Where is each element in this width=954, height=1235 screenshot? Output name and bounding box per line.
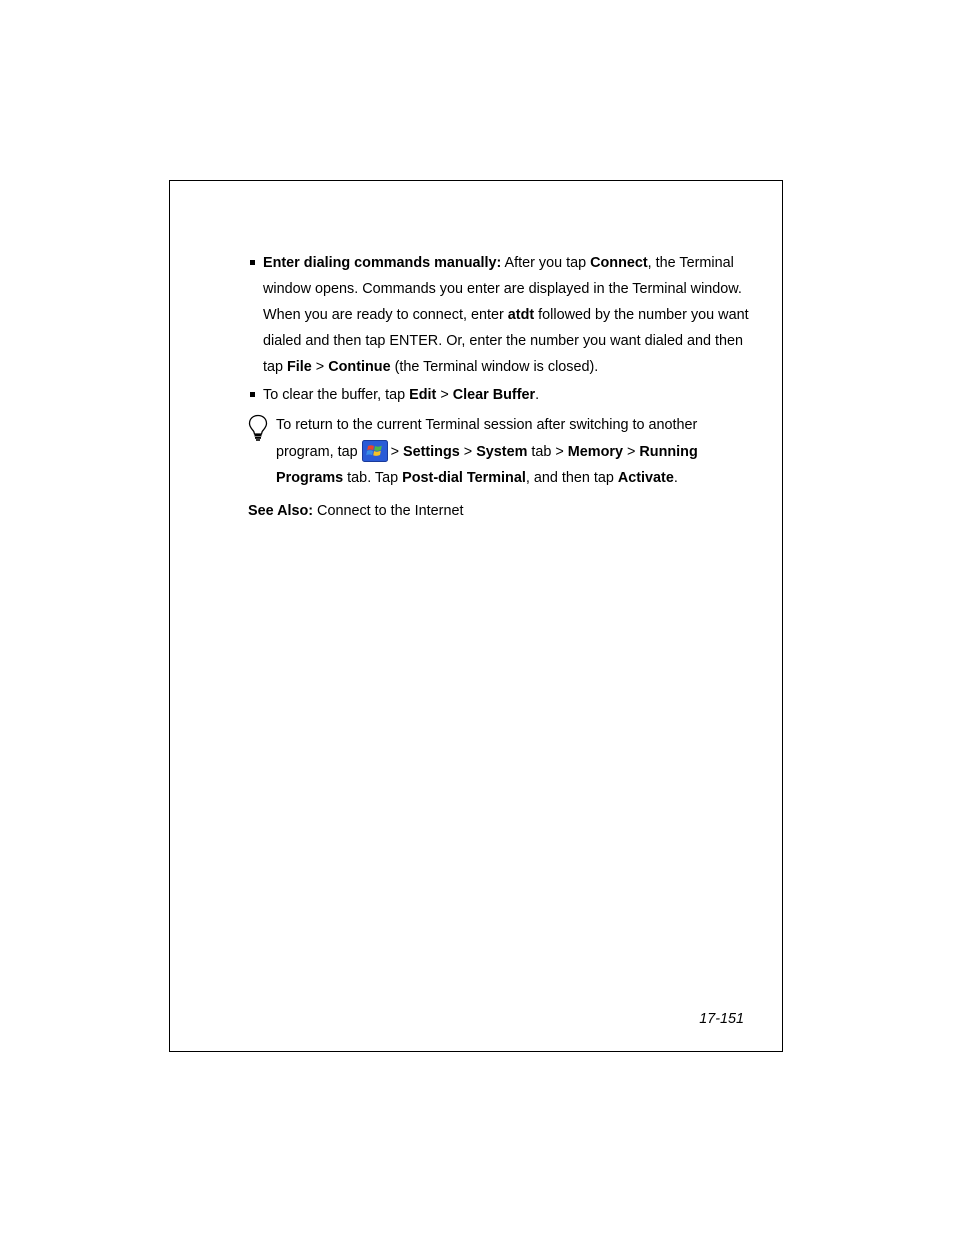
bold-term: Continue	[328, 359, 391, 375]
see-also-link[interactable]: Connect to the Internet	[313, 503, 464, 519]
bold-term: System	[476, 443, 528, 460]
bold-term: Post-dial Terminal	[402, 470, 526, 486]
bold-term: File	[287, 359, 312, 375]
text-run: .	[673, 470, 678, 486]
bold-term: Clear Buffer	[452, 387, 536, 403]
bullet-clear-buffer-text	[263, 382, 753, 408]
bullet-marker	[250, 392, 255, 397]
text-run: , and then tap	[525, 470, 618, 486]
tip-text	[276, 412, 746, 492]
text-run: >	[436, 387, 453, 403]
see-also-label: See Also:	[248, 503, 314, 519]
text-run: , the Terminal window opens. Commands you enter are displayed in the Terminal window. When you are ready to connect, enter	[263, 255, 742, 323]
bold-term: Memory	[567, 443, 623, 460]
bold-term: Settings	[403, 443, 460, 460]
text-run: After you tap	[501, 255, 591, 271]
text-run: tab >	[527, 443, 568, 460]
text-run: To return to the current Terminal session after switching to another program, tap	[276, 417, 698, 460]
text-run: (the Terminal window is closed).	[390, 359, 599, 375]
bullet-manual-dialing-text	[263, 250, 753, 380]
bold-term: atdt	[507, 307, 535, 323]
bold-term: Edit	[409, 387, 437, 403]
windows-start-icon	[362, 440, 388, 462]
bullet-marker	[250, 260, 255, 265]
text-run: followed by the number you want dialed and then tap ENTER. Or, enter the number you want dialed and then tap	[263, 307, 749, 375]
lightbulb-icon	[248, 414, 268, 442]
bold-term: Running Programs	[276, 443, 698, 486]
text-run: .	[535, 387, 540, 403]
page-number: 17-151	[699, 1011, 744, 1027]
text-run: tab. Tap	[343, 470, 403, 486]
bold-term: Activate	[617, 470, 674, 486]
text-run: To clear the buffer, tap	[263, 387, 410, 403]
see-also	[248, 498, 463, 524]
text-run: >	[390, 443, 403, 460]
text-run: >	[622, 443, 640, 460]
text-run: >	[459, 443, 477, 460]
text-run: >	[311, 359, 329, 375]
bold-term: Connect	[590, 255, 648, 271]
bold-term: Enter dialing commands manually:	[263, 255, 502, 271]
